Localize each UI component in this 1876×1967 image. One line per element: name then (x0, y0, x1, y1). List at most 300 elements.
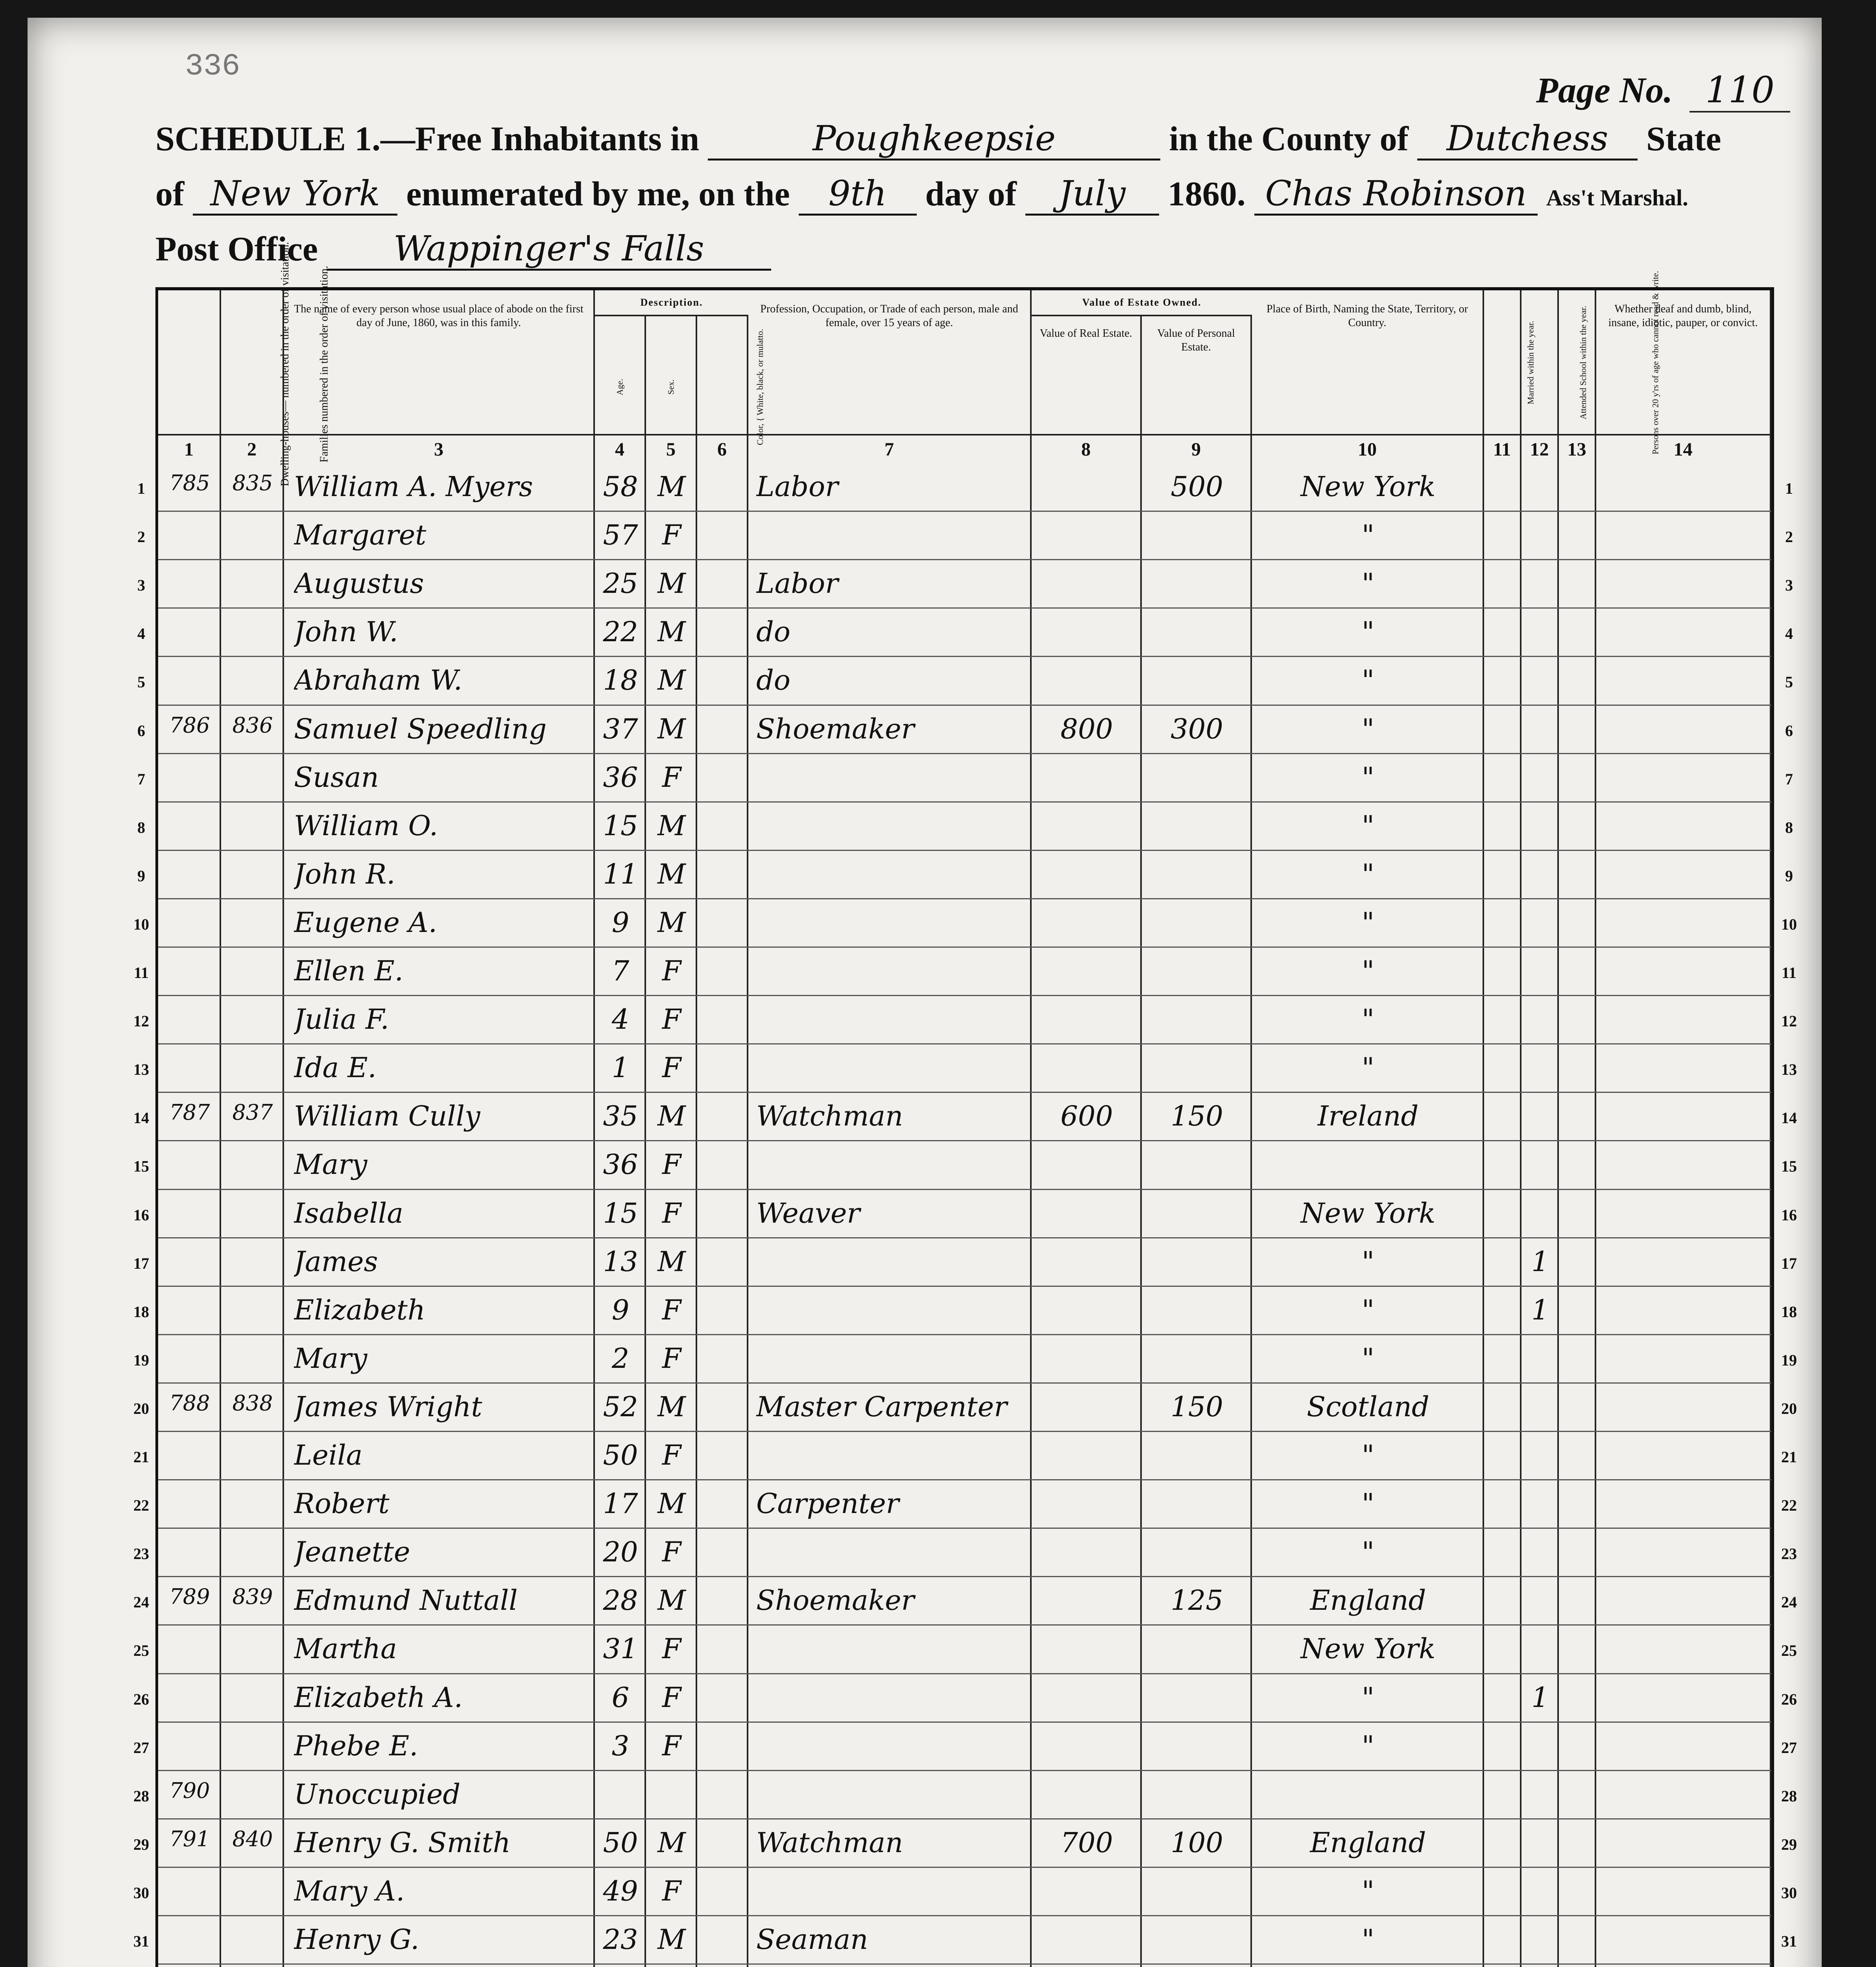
cell-sex: F (662, 1439, 681, 1471)
cell-age: 49 (603, 1875, 638, 1907)
row-rule (158, 1963, 1771, 1965)
cell-age: 36 (603, 761, 638, 793)
row-number-right: 1 (1785, 480, 1793, 497)
cell-occ: Watchman (756, 1100, 903, 1133)
cell-birth: " (1361, 1729, 1375, 1762)
enumerated-label: enumerated by me, on the (406, 175, 790, 213)
column-header-text-13: Persons over 20 y'rs of age who cannot read & write. (1650, 271, 1660, 454)
column-rule-11 (1520, 463, 1521, 1967)
cell-sex: M (657, 1390, 686, 1423)
cell-age: 23 (603, 1923, 638, 1956)
column-number-10: 10 (1252, 434, 1484, 463)
cell-sex: M (657, 567, 686, 600)
row-rule (158, 1770, 1771, 1771)
row-number-left: 15 (133, 1157, 149, 1175)
column-number-14: 14 (1596, 434, 1771, 463)
cell-birth: " (1361, 519, 1375, 552)
cell-occ: Shoemaker (756, 1584, 915, 1617)
row-number-left: 31 (133, 1932, 149, 1950)
cell-name: Abraham W. (294, 664, 462, 697)
cell-age: 28 (603, 1584, 638, 1617)
column-number-6: 6 (697, 434, 748, 463)
cell-name: Edmund Nuttall (294, 1584, 518, 1617)
row-number-left: 26 (133, 1690, 149, 1708)
cell-name: Eugene A. (294, 906, 437, 939)
cell-real: 700 (1060, 1826, 1113, 1859)
column-number-13: 13 (1559, 434, 1596, 463)
column-header-3: The name of every person whose usual place of abode on the first day of June, 1860, was in this family. (284, 290, 595, 434)
cell-name: Ellen E. (294, 955, 403, 987)
cell-dw: 788 (169, 1390, 210, 1415)
column-number-2: 2 (221, 434, 284, 463)
row-number-right: 31 (1781, 1932, 1797, 1950)
cell-name: William Cully (294, 1100, 480, 1133)
cell-school: 1 (1531, 1681, 1549, 1714)
column-rule-8 (1140, 463, 1142, 1967)
cell-occ: do (756, 616, 790, 648)
cell-sex: F (662, 1875, 681, 1907)
estate-group-heading: Value of Estate Owned. (1032, 290, 1252, 316)
row-rule (158, 850, 1771, 851)
cell-name: Mary (294, 1342, 367, 1375)
column-header-9: Value of Personal Estate. (1142, 315, 1252, 434)
cell-sex: F (662, 1293, 681, 1326)
page-number (1536, 69, 1790, 111)
cell-age: 4 (611, 1003, 630, 1036)
cell-age: 22 (603, 616, 638, 648)
row-number-left: 23 (133, 1545, 149, 1563)
cell-birth: " (1361, 906, 1375, 939)
row-rule (158, 1624, 1771, 1626)
cell-birth: " (1361, 1923, 1375, 1956)
row-rule (158, 1286, 1771, 1287)
row-rule (158, 1915, 1771, 1916)
cell-fam: 836 (232, 712, 273, 738)
header-line-2 (155, 173, 1688, 216)
schedule-title: SCHEDULE 1.—Free Inhabitants in (155, 120, 700, 158)
cell-birth: " (1361, 761, 1375, 793)
row-rule (158, 898, 1771, 899)
cell-sex: F (662, 1003, 681, 1036)
cell-age: 11 (603, 858, 638, 890)
cell-birth: " (1361, 1003, 1375, 1036)
cell-birth: Scotland (1307, 1390, 1429, 1423)
column-number-11: 11 (1484, 434, 1521, 463)
column-header-text-12: Attended School within the year. (1578, 306, 1588, 420)
cell-dw: 785 (169, 471, 210, 495)
cell-occ: Watchman (756, 1826, 903, 1859)
cell-age: 18 (603, 664, 638, 697)
cell-name: Elizabeth A. (294, 1681, 463, 1714)
cell-age: 1 (611, 1052, 630, 1084)
of-label: of (155, 175, 185, 213)
row-number-left: 7 (137, 770, 145, 788)
column-header-text-11: Married within the year. (1525, 321, 1536, 405)
marshal-name: Chas Robinson (1254, 173, 1538, 216)
cell-pers: 125 (1171, 1584, 1223, 1617)
cell-name: Mary A. (294, 1875, 405, 1907)
column-number-12: 12 (1521, 434, 1559, 463)
row-rule (158, 1479, 1771, 1480)
column-number-4: 4 (595, 434, 646, 463)
cell-real: 800 (1060, 712, 1113, 745)
cell-birth: New York (1300, 1633, 1436, 1665)
cell-age: 2 (611, 1342, 630, 1375)
post-office-name: Wappinger's Falls (327, 228, 771, 271)
marshal-label: Ass't Marshal. (1546, 185, 1688, 210)
cell-sex: M (657, 1245, 686, 1278)
state-name: New York (193, 173, 397, 216)
cell-name: Elizabeth (294, 1293, 425, 1326)
cell-dw: 786 (169, 712, 210, 738)
year-label: 1860. (1167, 175, 1246, 213)
row-number-right: 9 (1785, 867, 1793, 885)
row-number-right: 25 (1781, 1642, 1797, 1660)
row-number-right: 5 (1785, 673, 1793, 691)
cell-age: 35 (603, 1100, 638, 1133)
cell-sex: M (657, 1487, 686, 1520)
row-number-right: 23 (1781, 1545, 1797, 1563)
cell-pers: 150 (1171, 1100, 1223, 1133)
cell-sex: F (662, 1633, 681, 1665)
cell-sex: M (657, 1584, 686, 1617)
cell-sex: M (657, 906, 686, 939)
row-number-right: 29 (1781, 1835, 1797, 1853)
cell-sex: F (662, 1536, 681, 1568)
cell-name: William O. (294, 809, 438, 842)
column-header-text-5: Sex. (666, 379, 676, 395)
cell-occ: Seaman (756, 1923, 868, 1956)
cell-name: Susan (294, 761, 379, 793)
page-number-value: 110 (1690, 69, 1790, 113)
cell-sex: F (662, 1148, 681, 1181)
cell-birth: " (1361, 858, 1375, 890)
cell-age: 15 (603, 1197, 638, 1229)
cell-age: 58 (603, 471, 638, 503)
cell-sex: F (662, 1729, 681, 1762)
row-number-right: 28 (1781, 1787, 1797, 1805)
row-number-left: 3 (137, 576, 145, 594)
enumeration-month: July (1025, 173, 1159, 216)
cell-age: 31 (603, 1633, 638, 1665)
cell-occ: do (756, 664, 790, 697)
cell-name: Robert (294, 1487, 390, 1520)
cell-name: Mary (294, 1148, 367, 1181)
cell-age: 37 (603, 712, 638, 745)
column-rule-1 (220, 463, 221, 1967)
row-rule (158, 1237, 1771, 1238)
cell-dw: 790 (169, 1778, 210, 1803)
cell-pers: 500 (1171, 471, 1223, 503)
cell-name: Henry G. (294, 1923, 419, 1956)
cell-age: 6 (611, 1681, 630, 1714)
cell-sex: M (657, 1826, 686, 1859)
column-header-text-2: Families numbered in the order of visitation. (318, 266, 331, 463)
row-number-right: 21 (1781, 1448, 1797, 1466)
cell-birth: " (1361, 1439, 1375, 1471)
cell-name: Samuel Speedling (294, 712, 547, 745)
row-rule (158, 1189, 1771, 1190)
cell-fam: 835 (232, 471, 273, 495)
cell-occ: Labor (756, 567, 838, 600)
row-rule (158, 995, 1771, 996)
row-rule (158, 656, 1771, 657)
cell-dw: 789 (169, 1584, 210, 1609)
cell-age: 52 (603, 1390, 638, 1423)
column-number-9: 9 (1142, 434, 1252, 463)
row-number-left: 17 (133, 1254, 149, 1272)
row-rule (158, 1092, 1771, 1093)
cell-age: 7 (611, 955, 630, 987)
row-number-right: 8 (1785, 818, 1793, 836)
column-header-4 (595, 315, 646, 434)
cell-name: Unoccupied (294, 1778, 461, 1810)
cell-sex: F (662, 1681, 681, 1714)
cell-age: 20 (603, 1536, 638, 1568)
cell-birth: " (1361, 1875, 1375, 1907)
cell-birth: " (1361, 955, 1375, 987)
column-header-5 (646, 315, 697, 434)
cell-sex: M (657, 471, 686, 503)
row-rule (158, 1140, 1771, 1141)
cell-sex: F (662, 1342, 681, 1375)
row-number-left: 22 (133, 1496, 149, 1515)
cell-name: Ida E. (294, 1052, 377, 1084)
cell-age: 9 (611, 1293, 630, 1326)
cell-occ: Carpenter (756, 1487, 899, 1520)
page-number-label: Page No. (1536, 70, 1673, 110)
row-number-right: 14 (1781, 1109, 1797, 1127)
row-rule (158, 753, 1771, 754)
row-rule (158, 1673, 1771, 1674)
row-number-left: 28 (133, 1787, 149, 1805)
header-line-1 (155, 118, 1721, 161)
column-rule-14 (1770, 463, 1771, 1967)
row-number-right: 27 (1781, 1738, 1797, 1757)
cell-name: Martha (294, 1633, 397, 1665)
cell-name: Augustus (294, 567, 424, 600)
row-number-left: 1 (137, 480, 145, 497)
place-name: Poughkeepsie (708, 118, 1160, 161)
cell-name: Isabella (294, 1197, 404, 1229)
cell-pers: 150 (1171, 1390, 1223, 1423)
description-group-heading: Description. (595, 290, 748, 316)
column-number-7: 7 (748, 434, 1032, 463)
row-number-right: 26 (1781, 1690, 1797, 1708)
row-rule (158, 1867, 1771, 1868)
column-header-8: Value of Real Estate. (1032, 315, 1142, 434)
cell-fam: 839 (232, 1584, 273, 1609)
cell-birth: " (1361, 1342, 1375, 1375)
row-number-left: 27 (133, 1738, 149, 1757)
row-rule (158, 1043, 1771, 1044)
column-number-3: 3 (284, 434, 595, 463)
row-number-right: 18 (1781, 1303, 1797, 1321)
cell-name: Margaret (294, 519, 427, 552)
column-rule-7 (1030, 463, 1032, 1967)
row-number-left: 11 (134, 964, 149, 982)
cell-birth: New York (1300, 471, 1436, 503)
cell-name: William A. Myers (294, 471, 533, 503)
state-label: State (1646, 120, 1721, 158)
cell-occ: Shoemaker (756, 712, 915, 745)
cell-sex: F (662, 761, 681, 793)
row-number-right: 22 (1781, 1496, 1797, 1515)
cell-sex: M (657, 809, 686, 842)
cell-birth: " (1361, 616, 1375, 648)
cell-dw: 791 (169, 1826, 210, 1851)
cell-birth: New York (1300, 1197, 1436, 1229)
cell-occ: Master Carpenter (756, 1390, 1007, 1423)
row-number-left: 14 (133, 1109, 149, 1127)
cell-birth: " (1361, 712, 1375, 745)
cell-sex: M (657, 664, 686, 697)
cell-sex: M (657, 1100, 686, 1133)
row-rule (158, 1528, 1771, 1529)
cell-sex: F (662, 519, 681, 552)
row-rule (158, 607, 1771, 609)
row-number-left: 18 (133, 1303, 149, 1321)
column-header-7: Profession, Occupation, or Trade of each person, male and female, over 15 years of age. (748, 290, 1032, 434)
cell-fam: 838 (232, 1390, 273, 1415)
cell-sex: M (657, 1923, 686, 1956)
row-number-right: 13 (1781, 1061, 1797, 1079)
column-header-14: Whether deaf and dumb, blind, insane, idiotic, pauper, or convict. (1596, 290, 1771, 434)
cell-sex: F (662, 1052, 681, 1084)
column-header-12 (1521, 290, 1588, 434)
row-rule (158, 1431, 1771, 1432)
cell-age: 13 (603, 1245, 638, 1278)
cell-birth: " (1361, 1487, 1375, 1520)
row-number-left: 12 (133, 1012, 149, 1030)
cell-birth: Ireland (1317, 1100, 1419, 1133)
column-rule-2 (283, 463, 284, 1967)
row-number-left: 21 (133, 1448, 149, 1466)
row-number-left: 30 (133, 1884, 149, 1902)
row-number-left: 10 (133, 915, 149, 933)
row-number-right: 3 (1785, 576, 1793, 594)
row-rule (158, 511, 1771, 512)
row-number-left: 8 (137, 818, 145, 836)
enumeration-day: 9th (799, 173, 917, 216)
column-number-8: 8 (1032, 434, 1142, 463)
header-line-3 (155, 228, 771, 271)
cell-age: 50 (603, 1439, 638, 1471)
cell-name: John W. (294, 616, 398, 648)
cell-birth: " (1361, 567, 1375, 600)
column-header-11 (1484, 290, 1536, 434)
cell-age: 17 (603, 1487, 638, 1520)
row-number-right: 24 (1781, 1593, 1797, 1611)
cell-age: 57 (603, 519, 638, 552)
cell-birth: " (1361, 1293, 1375, 1326)
row-rule (158, 1576, 1771, 1577)
row-number-left: 29 (133, 1835, 149, 1853)
row-number-left: 9 (137, 867, 145, 885)
cell-birth: England (1310, 1584, 1426, 1617)
row-number-right: 7 (1785, 770, 1793, 788)
cell-sex: F (662, 955, 681, 987)
cell-age: 9 (611, 906, 630, 939)
column-header-text-1: Dwelling-houses— numbered in the order of visitation. (279, 242, 292, 487)
cell-birth: " (1361, 1052, 1375, 1084)
cell-name: Phebe E. (294, 1729, 418, 1762)
stamp-number: 336 (185, 49, 240, 84)
row-number-left: 13 (133, 1061, 149, 1079)
row-number-right: 2 (1785, 528, 1793, 546)
row-number-right: 19 (1781, 1351, 1797, 1369)
row-number-left: 5 (137, 673, 145, 691)
cell-real: 600 (1060, 1100, 1113, 1133)
cell-sex: F (662, 1197, 681, 1229)
row-number-right: 6 (1785, 721, 1793, 740)
cell-name: Julia F. (294, 1003, 389, 1036)
row-number-left: 16 (133, 1206, 149, 1224)
cell-pers: 300 (1171, 712, 1223, 745)
row-number-right: 17 (1781, 1254, 1797, 1272)
row-number-left: 2 (137, 528, 145, 546)
cell-birth: " (1361, 1536, 1375, 1568)
cell-name: Henry G. Smith (294, 1826, 511, 1859)
cell-age: 50 (603, 1826, 638, 1859)
cell-birth: " (1361, 1245, 1375, 1278)
row-number-right: 20 (1781, 1399, 1797, 1417)
column-header-10: Place of Birth, Naming the State, Territory, or Country. (1252, 290, 1484, 434)
cell-age: 3 (611, 1729, 630, 1762)
row-number-right: 16 (1781, 1206, 1797, 1224)
column-rule-12 (1557, 463, 1559, 1967)
column-rule-13 (1595, 463, 1596, 1967)
row-rule (158, 1334, 1771, 1335)
cell-fam: 837 (232, 1100, 273, 1125)
row-rule (158, 1382, 1771, 1384)
row-number-right: 4 (1785, 625, 1793, 643)
cell-age: 15 (603, 809, 638, 842)
cell-name: James Wright (294, 1390, 482, 1423)
cell-pers: 100 (1171, 1826, 1223, 1859)
cell-sex: M (657, 712, 686, 745)
row-number-left: 24 (133, 1593, 149, 1611)
cell-birth: England (1310, 1826, 1426, 1859)
row-rule (158, 1722, 1771, 1723)
cell-age: 25 (603, 567, 638, 600)
row-number-right: 12 (1781, 1012, 1797, 1030)
cell-sex: M (657, 616, 686, 648)
cell-birth: " (1361, 1681, 1375, 1714)
cell-name: Leila (294, 1439, 363, 1471)
cell-fam: 840 (232, 1826, 273, 1851)
cell-sex: M (657, 858, 686, 890)
row-number-right: 11 (1782, 964, 1797, 982)
cell-age: 36 (603, 1148, 638, 1181)
column-number-1: 1 (158, 434, 221, 463)
cell-dw: 787 (169, 1100, 210, 1125)
row-number-left: 25 (133, 1642, 149, 1660)
cell-name: Jeanette (294, 1536, 410, 1568)
post-office-label: Post Office (155, 230, 318, 268)
row-number-right: 10 (1781, 915, 1797, 933)
cell-occ: Weaver (756, 1197, 860, 1229)
row-rule (158, 947, 1771, 948)
column-number-5: 5 (646, 434, 697, 463)
row-rule (158, 559, 1771, 560)
row-number-right: 15 (1781, 1157, 1797, 1175)
cell-school: 1 (1531, 1245, 1549, 1278)
column-rule-6 (747, 463, 748, 1967)
row-number-left: 6 (137, 721, 145, 740)
county-name: Dutchess (1417, 118, 1638, 161)
cell-occ: Labor (756, 471, 838, 503)
